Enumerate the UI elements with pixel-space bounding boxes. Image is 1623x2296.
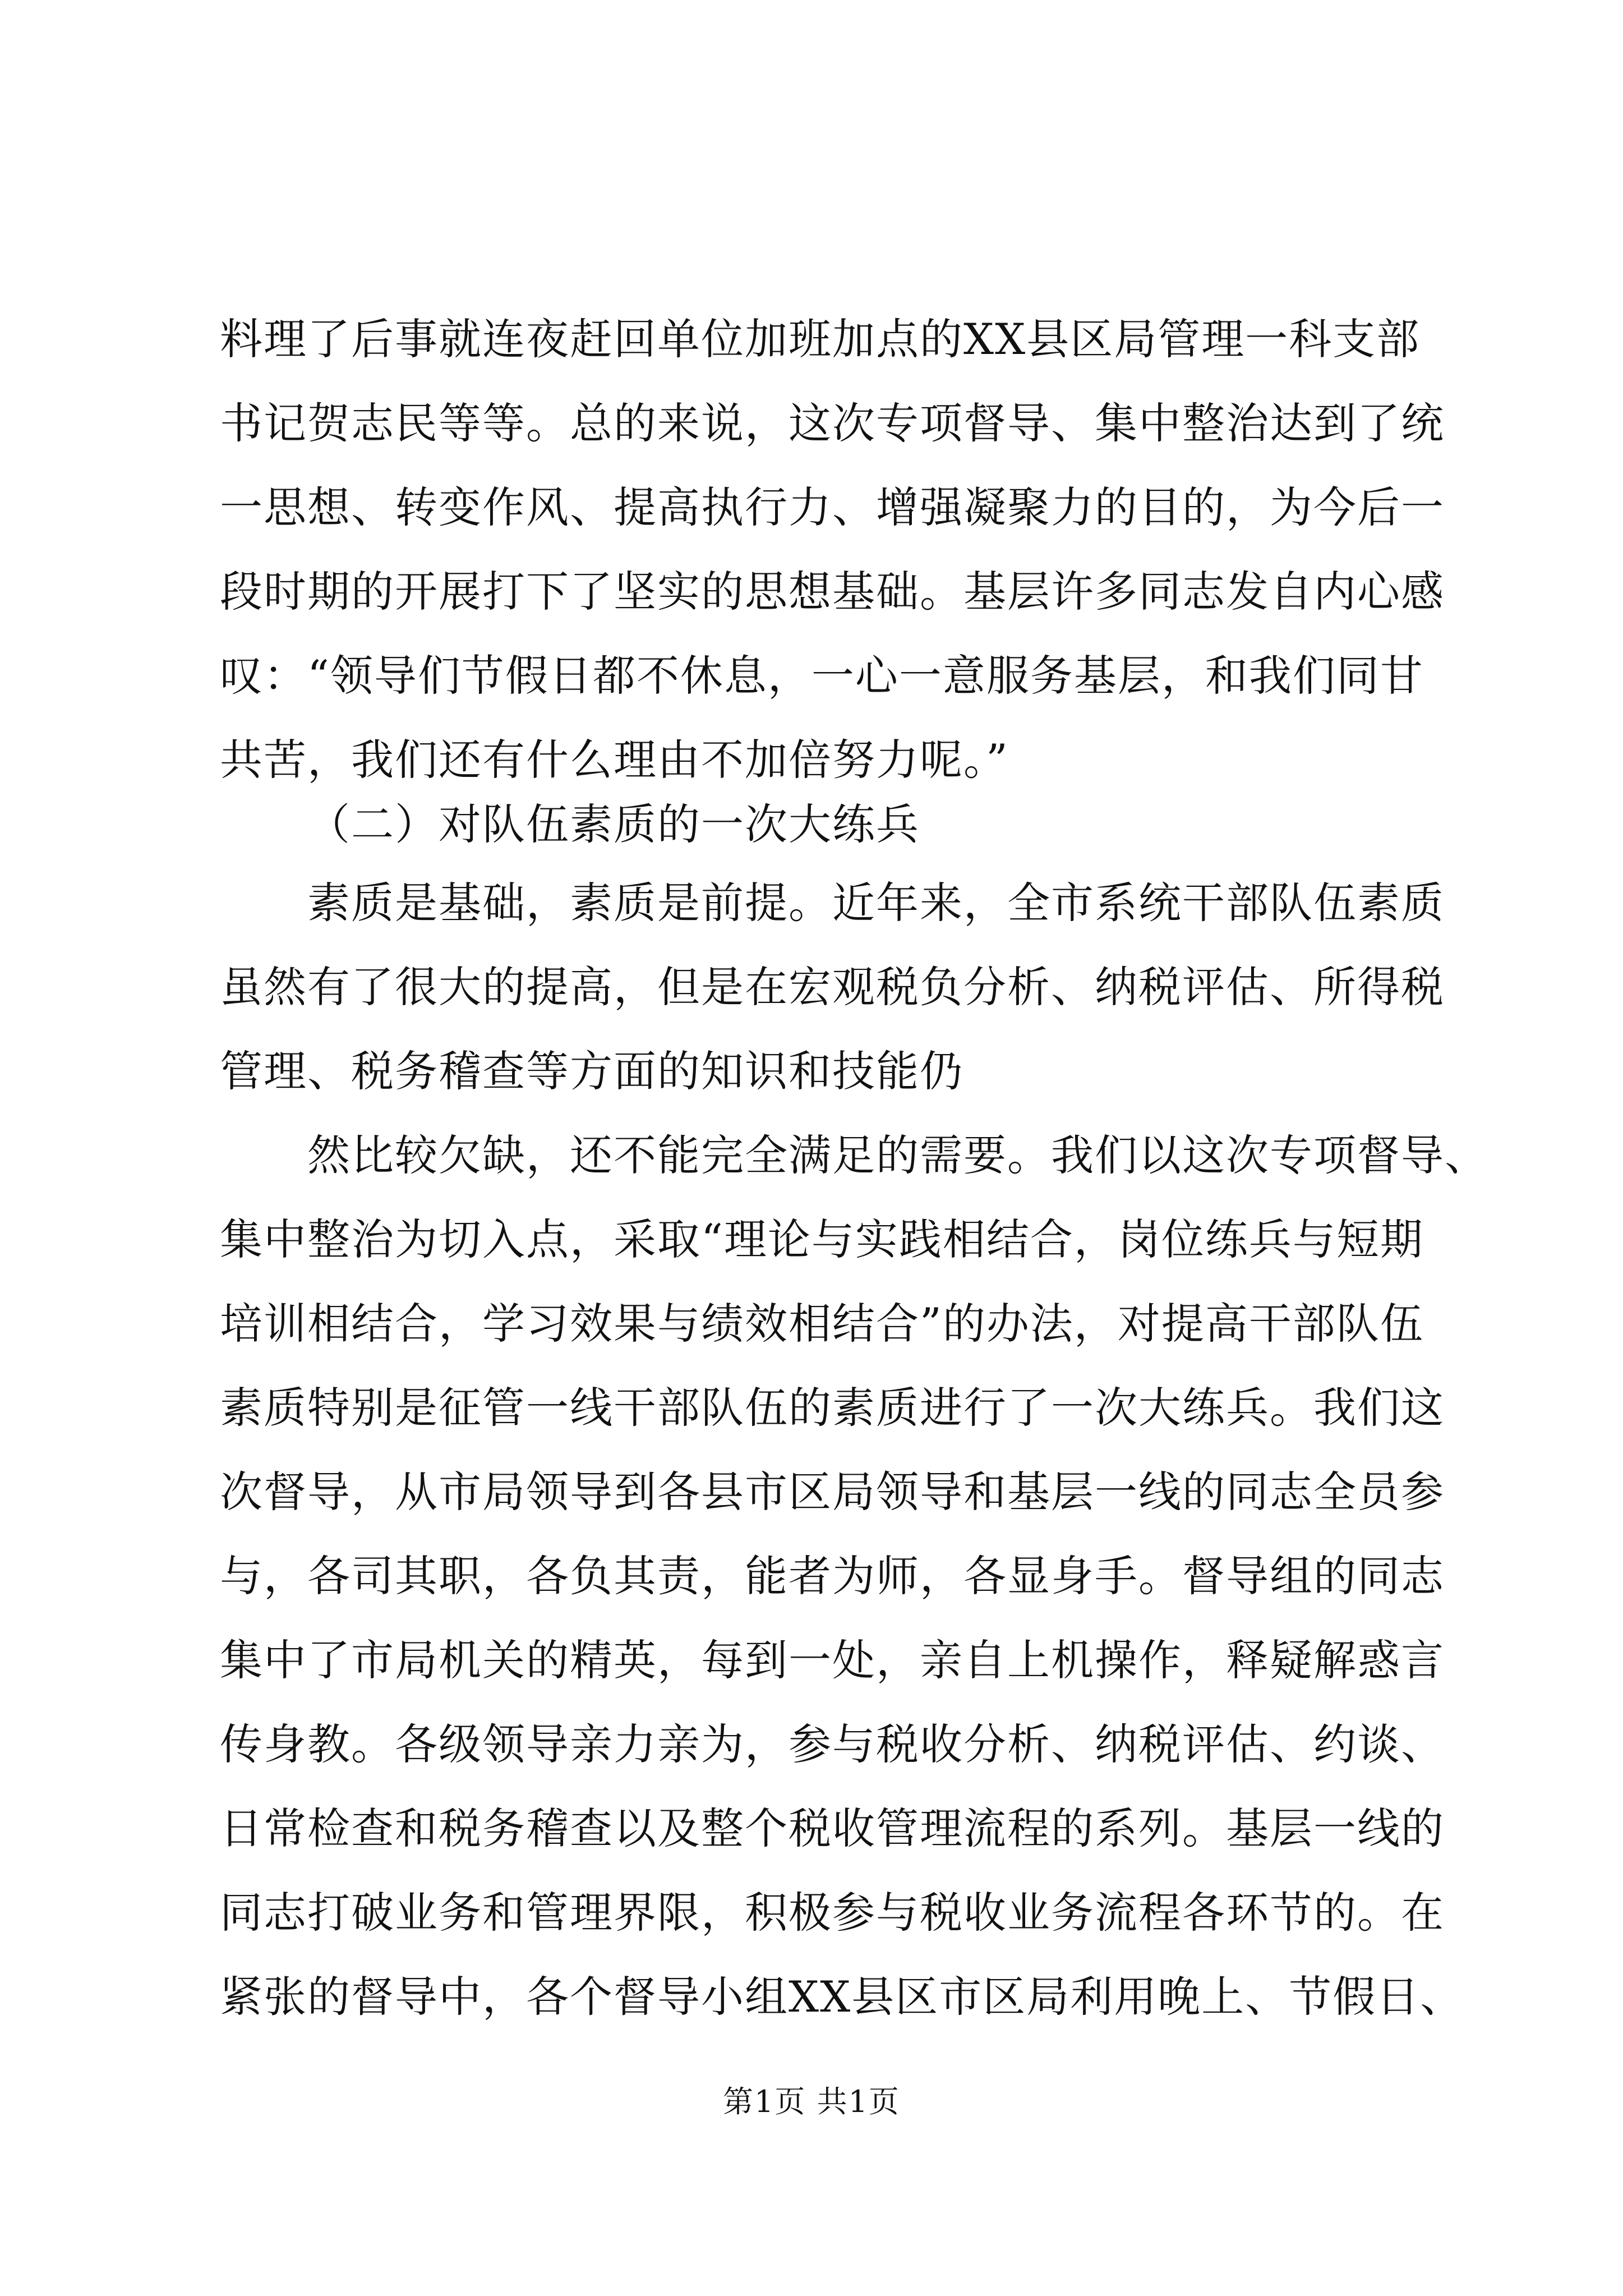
paragraph-line: 叹：“领导们节假日都不休息，一心一意服务基层，和我们同甘 — [220, 651, 1424, 701]
paragraph-line: 然比较欠缺，还不能完全满足的需要。我们以这次专项督导、 — [307, 1130, 1488, 1180]
paragraph-line: 次督导，从市局领导到各县市区局领导和基层一线的同志全员参 — [220, 1467, 1445, 1517]
page-footer: 第1页 共1页 — [723, 2084, 900, 2119]
paragraph-line: 传身教。各级领导亲力亲为，参与税收分析、纳税评估、约谈、 — [220, 1719, 1445, 1769]
paragraph-line: 培训相结合，学习效果与绩效相结合”的办法，对提高干部队伍 — [220, 1299, 1424, 1349]
paragraph-line: 虽然有了很大的提高，但是在宏观税负分析、纳税评估、所得税 — [220, 962, 1445, 1012]
paragraph-line: 紧张的督导中，各个督导小组XX县区市区局利用晚上、节假日、 — [220, 1972, 1464, 2022]
paragraph-line: 书记贺志民等等。总的来说，这次专项督导、集中整治达到了统 — [220, 398, 1445, 448]
paragraph-line: 同志打破业务和管理界限，积极参与税收业务流程各环节的。在 — [220, 1888, 1445, 1938]
paragraph-line: 料理了后事就连夜赶回单位加班加点的XX县区局管理一科支部 — [220, 314, 1421, 364]
paragraph-line: 日常检查和税务稽查以及整个税收管理流程的系列。基层一线的 — [220, 1803, 1445, 1853]
paragraph-line: 素质特别是征管一线干部队伍的素质进行了一次大练兵。我们这 — [220, 1383, 1445, 1433]
paragraph-line: 共苦，我们还有什么理由不加倍努力呢。” — [220, 735, 1009, 785]
paragraph-line: 集中整治为切入点，采取“理论与实践相结合，岗位练兵与短期 — [220, 1214, 1424, 1264]
paragraph-line: 一思想、转变作风、提高执行力、增强凝聚力的目的，为今后一 — [220, 482, 1445, 532]
paragraph-line: 素质是基础，素质是前提。近年来，全市系统干部队伍素质 — [307, 878, 1445, 928]
paragraph-line: 段时期的开展打下了坚实的思想基础。基层许多同志发自内心感 — [220, 567, 1445, 616]
paragraph-line: 管理、税务稽查等方面的知识和技能仍 — [220, 1046, 963, 1096]
paragraph-line: 集中了市局机关的精英，每到一处，亲自上机操作，释疑解惑言 — [220, 1635, 1445, 1685]
paragraph-line: 与，各司其职，各负其责，能者为师，各显身手。督导组的同志 — [220, 1551, 1445, 1601]
section-heading: （二）对队伍素质的一次大练兵 — [307, 799, 920, 849]
